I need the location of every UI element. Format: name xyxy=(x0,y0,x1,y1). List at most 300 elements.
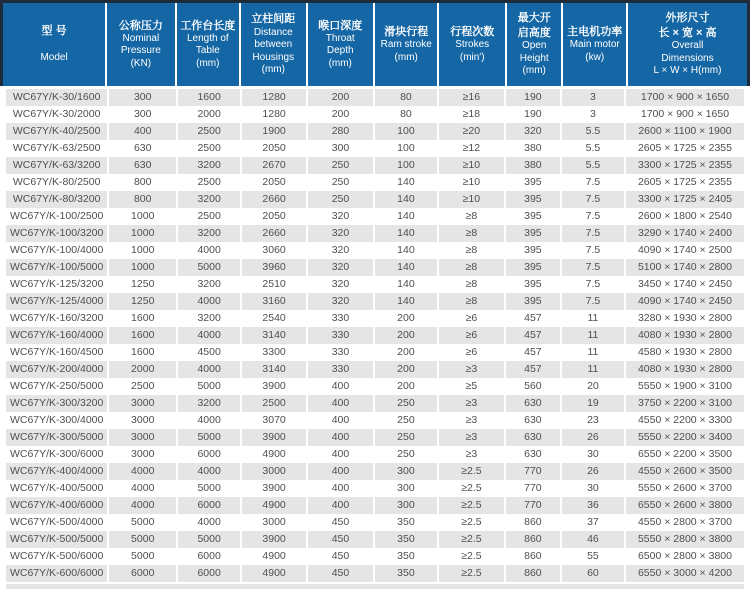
cell-strokes: ≥3 xyxy=(439,446,506,463)
cell-open-height: 395 xyxy=(506,191,562,208)
table-row xyxy=(6,548,744,565)
table-row xyxy=(6,174,744,191)
cell-model: WC67Y/K-300/3200 xyxy=(6,395,109,412)
cell-table-length: 3200 xyxy=(178,276,242,293)
cell-dimensions: 5550 × 2800 × 3800 xyxy=(626,531,744,548)
header-en-label: (kw) xyxy=(585,51,605,63)
cell-housing-distance: 1900 xyxy=(242,123,308,140)
cell-ram-stroke: 140 xyxy=(375,293,439,310)
cell-nominal-pressure: 4000 xyxy=(109,480,178,497)
cell-main-motor: 19 xyxy=(562,395,626,412)
cell-ram-stroke: 350 xyxy=(375,565,439,582)
header-en-label: Depth xyxy=(326,45,354,57)
cell-ram-stroke: 140 xyxy=(375,242,439,259)
header-en-label: Throat xyxy=(325,32,355,44)
cell-model: WC67Y/K-400/5000 xyxy=(6,480,109,497)
cell-throat-depth: 320 xyxy=(308,259,375,276)
cell-table-length: 2500 xyxy=(178,174,242,191)
cell-housing-distance: 3060 xyxy=(242,242,308,259)
header-en-label: Housings xyxy=(252,51,295,63)
cell-table-length: 4500 xyxy=(178,344,242,361)
table-row xyxy=(6,276,744,293)
cell-strokes: ≥3 xyxy=(439,412,506,429)
cell-open-height: 630 xyxy=(506,412,562,429)
cell-strokes: ≥2.5 xyxy=(439,463,506,480)
cell-dimensions: 5550 × 1900 × 3100 xyxy=(626,378,744,395)
header-en-label: (mm) xyxy=(261,64,285,76)
table-row xyxy=(6,157,744,174)
cell-housing-distance: 3900 xyxy=(242,378,308,395)
cell-table-length: 4000 xyxy=(178,514,242,531)
cell-nominal-pressure: 3000 xyxy=(109,395,178,412)
cell-main-motor: 60 xyxy=(562,565,626,582)
cell-ram-stroke: 140 xyxy=(375,259,439,276)
cell-open-height: 457 xyxy=(506,327,562,344)
header-zh-label: 公称压力 xyxy=(118,19,163,32)
cell-open-height: 190 xyxy=(506,106,562,123)
table-row xyxy=(6,463,744,480)
header-cell-ram-stroke xyxy=(375,3,440,86)
header-zh-label: 喉口深度 xyxy=(318,19,363,32)
cell-strokes: ≥3 xyxy=(439,361,506,378)
cell-housing-distance: 2050 xyxy=(242,174,308,191)
cell-open-height: 630 xyxy=(506,395,562,412)
table-row xyxy=(6,191,744,208)
cell-open-height: 770 xyxy=(506,463,562,480)
cell-table-length: 4000 xyxy=(178,463,242,480)
cell-ram-stroke: 200 xyxy=(375,344,439,361)
cell-throat-depth: 250 xyxy=(308,174,375,191)
cell-housing-distance: 3160 xyxy=(242,293,308,310)
cell-main-motor: 36 xyxy=(562,497,626,514)
header-zh-label: 最大开 xyxy=(517,12,551,25)
cell-model: WC67Y/K-40/2500 xyxy=(6,123,109,140)
table-row xyxy=(6,106,744,123)
cell-strokes: ≥3 xyxy=(439,429,506,446)
cell-ram-stroke: 250 xyxy=(375,429,439,446)
cell-open-height: 560 xyxy=(506,378,562,395)
cell-nominal-pressure: 1000 xyxy=(109,208,178,225)
header-en-label: (mm) xyxy=(328,57,352,69)
cell-housing-distance: 3300 xyxy=(242,344,308,361)
cell-model: WC67Y/K-500/4000 xyxy=(6,514,109,531)
cell-dimensions: 1700 × 900 × 1650 xyxy=(626,106,744,123)
cell-nominal-pressure: 5000 xyxy=(109,531,178,548)
cell-ram-stroke: 80 xyxy=(375,106,439,123)
cell-throat-depth: 450 xyxy=(308,548,375,565)
cell-housing-distance: 2670 xyxy=(242,157,308,174)
cell-model: WC67Y/K-100/5000 xyxy=(6,259,109,276)
cell-model: WC67Y/K-63/2500 xyxy=(6,140,109,157)
cell-housing-distance: 1280 xyxy=(242,89,308,106)
cell-dimensions: 3750 × 2200 × 3100 xyxy=(626,395,744,412)
cell-model: WC67Y/K-250/5000 xyxy=(6,378,109,395)
cell-main-motor: 7.5 xyxy=(562,242,626,259)
table-row xyxy=(6,565,744,582)
cell-dimensions: 2605 × 1725 × 2355 xyxy=(626,174,744,191)
table-row xyxy=(6,327,744,344)
cell-ram-stroke: 140 xyxy=(375,276,439,293)
cell-model: WC67Y/K-500/5000 xyxy=(6,531,109,548)
cell-nominal-pressure: 6000 xyxy=(109,565,178,582)
cell-open-height: 395 xyxy=(506,174,562,191)
cell-ram-stroke: 350 xyxy=(375,514,439,531)
cell-main-motor: 11 xyxy=(562,344,626,361)
header-cell-housing-distance xyxy=(241,3,307,86)
cell-open-height: 457 xyxy=(506,344,562,361)
cell-main-motor: 7.5 xyxy=(562,208,626,225)
cell-main-motor: 11 xyxy=(562,327,626,344)
cell-housing-distance: 3000 xyxy=(242,463,308,480)
cell-dimensions: 6500 × 2800 × 3800 xyxy=(626,548,744,565)
cell-main-motor: 3 xyxy=(562,89,626,106)
header-en-label: (KN) xyxy=(130,57,152,69)
table-row xyxy=(6,89,744,106)
cell-model: WC67Y/K-300/4000 xyxy=(6,412,109,429)
cell-open-height: 860 xyxy=(506,514,562,531)
cell-table-length: 4000 xyxy=(178,242,242,259)
table-row xyxy=(6,480,744,497)
cell-strokes: ≥8 xyxy=(439,276,506,293)
header-en-label: Dimensions xyxy=(661,52,714,64)
cell-table-length: 5000 xyxy=(178,531,242,548)
cell-strokes: ≥6 xyxy=(439,327,506,344)
cell-model: WC67Y/K-160/4500 xyxy=(6,344,109,361)
cell-dimensions: 4080 × 1930 × 2800 xyxy=(626,327,744,344)
table-row xyxy=(6,225,744,242)
cell-strokes: ≥8 xyxy=(439,208,506,225)
cell-strokes: ≥5 xyxy=(439,378,506,395)
cell-throat-depth: 400 xyxy=(308,446,375,463)
cell-dimensions: 3300 × 1725 × 2405 xyxy=(626,191,744,208)
header-cell-table-length xyxy=(177,3,242,86)
cell-dimensions: 4550 × 2800 × 3700 xyxy=(626,514,744,531)
cell-main-motor: 5.5 xyxy=(562,157,626,174)
header-zh-label: 外形尺寸 xyxy=(665,12,710,25)
cell-housing-distance: 2500 xyxy=(242,395,308,412)
cell-throat-depth: 330 xyxy=(308,310,375,327)
cell-dimensions: 5550 × 2600 × 3700 xyxy=(626,480,744,497)
cell-throat-depth: 320 xyxy=(308,225,375,242)
cell-strokes: ≥2.5 xyxy=(439,497,506,514)
cell-model: WC67Y/K-80/2500 xyxy=(6,174,109,191)
header-zh-label: 滑块行程 xyxy=(384,25,429,38)
cell-table-length: 2500 xyxy=(178,123,242,140)
header-en-label: Distance xyxy=(253,26,293,38)
cell-table-length: 1600 xyxy=(178,89,242,106)
cell-open-height: 457 xyxy=(506,361,562,378)
header-cell-main-motor xyxy=(563,3,628,86)
header-en-label: Strokes xyxy=(455,39,490,51)
cell-open-height: 380 xyxy=(506,140,562,157)
header-en-label: Nominal xyxy=(122,32,160,44)
cell-nominal-pressure: 1600 xyxy=(109,310,178,327)
cell-open-height: 770 xyxy=(506,497,562,514)
cell-ram-stroke: 80 xyxy=(375,89,439,106)
header-en-label: L × W × H(mm) xyxy=(653,65,722,77)
cell-table-length: 2500 xyxy=(178,208,242,225)
cell-open-height: 395 xyxy=(506,225,562,242)
cell-throat-depth: 280 xyxy=(308,123,375,140)
cell-nominal-pressure: 1000 xyxy=(109,225,178,242)
cell-ram-stroke: 300 xyxy=(375,497,439,514)
cell-open-height: 860 xyxy=(506,531,562,548)
cell-table-length: 6000 xyxy=(178,446,242,463)
cell-main-motor: 23 xyxy=(562,412,626,429)
header-zh-label: 型 号 xyxy=(41,25,67,38)
cell-model: WC67Y/K-125/3200 xyxy=(6,276,109,293)
cell-nominal-pressure: 630 xyxy=(109,140,178,157)
cell-table-length: 6000 xyxy=(178,497,242,514)
header-cell-dimensions xyxy=(628,3,747,86)
table-row xyxy=(6,378,744,395)
cell-table-length: 3200 xyxy=(178,191,242,208)
cell-housing-distance: 3900 xyxy=(242,480,308,497)
cell-ram-stroke: 100 xyxy=(375,140,439,157)
cell-model: WC67Y/K-30/2000 xyxy=(6,106,109,123)
cell-main-motor: 20 xyxy=(562,378,626,395)
cell-throat-depth: 400 xyxy=(308,412,375,429)
cell-throat-depth: 330 xyxy=(308,344,375,361)
cell-strokes: ≥2.5 xyxy=(439,480,506,497)
cell-housing-distance: 3900 xyxy=(242,531,308,548)
cell-housing-distance: 2050 xyxy=(242,140,308,157)
cell-ram-stroke: 350 xyxy=(375,531,439,548)
cell-housing-distance: 3000 xyxy=(242,514,308,531)
cell-open-height: 630 xyxy=(506,446,562,463)
cell-ram-stroke: 140 xyxy=(375,225,439,242)
spec-table-body xyxy=(0,86,750,589)
cell-table-length: 5000 xyxy=(178,429,242,446)
cell-table-length: 4000 xyxy=(178,361,242,378)
table-row xyxy=(6,293,744,310)
cell-housing-distance: 2660 xyxy=(242,191,308,208)
cell-model: WC67Y/K-125/4000 xyxy=(6,293,109,310)
spec-table-header-row xyxy=(0,0,750,86)
header-en-label: (min') xyxy=(459,51,485,63)
cell-main-motor: 7.5 xyxy=(562,174,626,191)
cell-dimensions: 2600 × 1100 × 1900 xyxy=(626,123,744,140)
cell-strokes: ≥3 xyxy=(439,395,506,412)
cell-main-motor: 7.5 xyxy=(562,191,626,208)
cell-open-height: 320 xyxy=(506,123,562,140)
cell-dimensions: 4550 × 2600 × 3500 xyxy=(626,463,744,480)
header-cell-strokes xyxy=(439,3,506,86)
cell-housing-distance: 2540 xyxy=(242,310,308,327)
cell-main-motor: 26 xyxy=(562,429,626,446)
cell-table-length: 3200 xyxy=(178,157,242,174)
header-zh-label: 启高度 xyxy=(517,26,551,39)
header-en-label: Ram stroke xyxy=(380,39,432,51)
cell-throat-depth: 200 xyxy=(308,106,375,123)
cell-throat-depth: 400 xyxy=(308,429,375,446)
cell-throat-depth: 400 xyxy=(308,463,375,480)
table-row xyxy=(6,361,744,378)
cell-housing-distance: 4900 xyxy=(242,548,308,565)
cell-main-motor: 7.5 xyxy=(562,293,626,310)
cell-dimensions: 6550 × 3000 × 4200 xyxy=(626,565,744,582)
header-en-label: Overall xyxy=(671,40,704,52)
cell-main-motor: 26 xyxy=(562,463,626,480)
cell-dimensions: 5100 × 1740 × 2800 xyxy=(626,259,744,276)
header-en-label: (mm) xyxy=(394,51,418,63)
header-cell-model xyxy=(3,3,107,86)
cell-model: WC67Y/K-30/1600 xyxy=(6,89,109,106)
table-row xyxy=(6,208,744,225)
cell-nominal-pressure: 3000 xyxy=(109,412,178,429)
cell-strokes: ≥2.5 xyxy=(439,531,506,548)
cell-model: WC67Y/K-100/4000 xyxy=(6,242,109,259)
cell-ram-stroke: 200 xyxy=(375,378,439,395)
cell-dimensions: 2605 × 1725 × 2355 xyxy=(626,140,744,157)
cell-open-height: 395 xyxy=(506,242,562,259)
cell-throat-depth: 450 xyxy=(308,531,375,548)
cell-dimensions: 3450 × 1740 × 2450 xyxy=(626,276,744,293)
cell-main-motor: 11 xyxy=(562,310,626,327)
cell-model: WC67Y/K-300/5000 xyxy=(6,429,109,446)
cell-strokes: ≥6 xyxy=(439,310,506,327)
cell-strokes: ≥2.5 xyxy=(439,548,506,565)
cell-housing-distance: 3140 xyxy=(242,361,308,378)
cell-ram-stroke: 100 xyxy=(375,157,439,174)
cell-main-motor: 30 xyxy=(562,446,626,463)
cell-model: WC67Y/K-200/4000 xyxy=(6,361,109,378)
cell-dimensions: 3280 × 1930 × 2800 xyxy=(626,310,744,327)
table-row xyxy=(6,140,744,157)
cell-main-motor: 5.5 xyxy=(562,140,626,157)
cell-throat-depth: 320 xyxy=(308,293,375,310)
header-en-label: Pressure xyxy=(120,45,161,57)
cell-strokes: ≥8 xyxy=(439,242,506,259)
cell-throat-depth: 330 xyxy=(308,327,375,344)
cell-main-motor: 7.5 xyxy=(562,225,626,242)
cell-model: WC67Y/K-600/6000 xyxy=(6,565,109,582)
cell-strokes: ≥2.5 xyxy=(439,565,506,582)
cell-open-height: 395 xyxy=(506,276,562,293)
table-row xyxy=(6,429,744,446)
header-cell-open-height xyxy=(507,3,564,86)
cell-strokes: ≥10 xyxy=(439,174,506,191)
table-row xyxy=(6,446,744,463)
table-row xyxy=(6,242,744,259)
table-bottom-strip xyxy=(6,584,744,589)
cell-model: WC67Y/K-160/3200 xyxy=(6,310,109,327)
header-cell-nominal-pressure xyxy=(107,3,176,86)
cell-nominal-pressure: 1000 xyxy=(109,242,178,259)
cell-model: WC67Y/K-400/4000 xyxy=(6,463,109,480)
cell-throat-depth: 400 xyxy=(308,378,375,395)
cell-nominal-pressure: 5000 xyxy=(109,548,178,565)
header-en-label: (mm) xyxy=(522,65,546,77)
cell-dimensions: 3290 × 1740 × 2400 xyxy=(626,225,744,242)
cell-housing-distance: 2510 xyxy=(242,276,308,293)
cell-throat-depth: 300 xyxy=(308,140,375,157)
cell-main-motor: 46 xyxy=(562,531,626,548)
cell-strokes: ≥2.5 xyxy=(439,514,506,531)
cell-dimensions: 3300 × 1725 × 2355 xyxy=(626,157,744,174)
cell-nominal-pressure: 300 xyxy=(109,106,178,123)
cell-main-motor: 5.5 xyxy=(562,123,626,140)
header-en-label: (mm) xyxy=(196,57,220,69)
cell-housing-distance: 1280 xyxy=(242,106,308,123)
cell-strokes: ≥8 xyxy=(439,293,506,310)
cell-nominal-pressure: 300 xyxy=(109,89,178,106)
cell-housing-distance: 3900 xyxy=(242,429,308,446)
cell-dimensions: 6550 × 2200 × 3500 xyxy=(626,446,744,463)
cell-throat-depth: 450 xyxy=(308,565,375,582)
cell-ram-stroke: 140 xyxy=(375,208,439,225)
cell-housing-distance: 4900 xyxy=(242,497,308,514)
cell-nominal-pressure: 1000 xyxy=(109,259,178,276)
cell-strokes: ≥20 xyxy=(439,123,506,140)
cell-throat-depth: 450 xyxy=(308,514,375,531)
cell-dimensions: 4090 × 1740 × 2500 xyxy=(626,242,744,259)
cell-open-height: 395 xyxy=(506,208,562,225)
table-row xyxy=(6,395,744,412)
cell-ram-stroke: 140 xyxy=(375,174,439,191)
cell-model: WC67Y/K-80/3200 xyxy=(6,191,109,208)
cell-model: WC67Y/K-100/2500 xyxy=(6,208,109,225)
cell-table-length: 3200 xyxy=(178,225,242,242)
cell-table-length: 5000 xyxy=(178,378,242,395)
cell-nominal-pressure: 3000 xyxy=(109,446,178,463)
cell-open-height: 380 xyxy=(506,157,562,174)
cell-main-motor: 55 xyxy=(562,548,626,565)
cell-nominal-pressure: 2000 xyxy=(109,361,178,378)
cell-housing-distance: 4900 xyxy=(242,446,308,463)
cell-ram-stroke: 350 xyxy=(375,548,439,565)
table-row xyxy=(6,123,744,140)
cell-ram-stroke: 100 xyxy=(375,123,439,140)
cell-throat-depth: 320 xyxy=(308,242,375,259)
header-en-label: Table xyxy=(195,45,220,57)
cell-ram-stroke: 200 xyxy=(375,361,439,378)
cell-throat-depth: 330 xyxy=(308,361,375,378)
header-zh-label: 立柱间距 xyxy=(251,13,296,26)
cell-open-height: 630 xyxy=(506,429,562,446)
table-row xyxy=(6,514,744,531)
cell-ram-stroke: 300 xyxy=(375,480,439,497)
cell-table-length: 3200 xyxy=(178,395,242,412)
cell-strokes: ≥16 xyxy=(439,89,506,106)
cell-nominal-pressure: 4000 xyxy=(109,497,178,514)
cell-table-length: 2500 xyxy=(178,140,242,157)
cell-throat-depth: 200 xyxy=(308,89,375,106)
cell-throat-depth: 250 xyxy=(308,191,375,208)
cell-nominal-pressure: 630 xyxy=(109,157,178,174)
cell-table-length: 4000 xyxy=(178,293,242,310)
cell-ram-stroke: 250 xyxy=(375,412,439,429)
cell-main-motor: 37 xyxy=(562,514,626,531)
cell-ram-stroke: 200 xyxy=(375,310,439,327)
cell-model: WC67Y/K-500/6000 xyxy=(6,548,109,565)
header-en-label: Height xyxy=(519,52,549,64)
cell-dimensions: 1700 × 900 × 1650 xyxy=(626,89,744,106)
header-zh-label: 主电机功率 xyxy=(567,25,623,38)
header-en-label: Open xyxy=(521,40,547,52)
cell-throat-depth: 400 xyxy=(308,497,375,514)
cell-ram-stroke: 140 xyxy=(375,191,439,208)
cell-model: WC67Y/K-300/6000 xyxy=(6,446,109,463)
header-zh-label: 行程次数 xyxy=(450,25,495,38)
cell-ram-stroke: 200 xyxy=(375,327,439,344)
cell-nominal-pressure: 4000 xyxy=(109,463,178,480)
cell-open-height: 395 xyxy=(506,259,562,276)
cell-main-motor: 3 xyxy=(562,106,626,123)
cell-housing-distance: 2660 xyxy=(242,225,308,242)
cell-strokes: ≥12 xyxy=(439,140,506,157)
cell-nominal-pressure: 800 xyxy=(109,174,178,191)
